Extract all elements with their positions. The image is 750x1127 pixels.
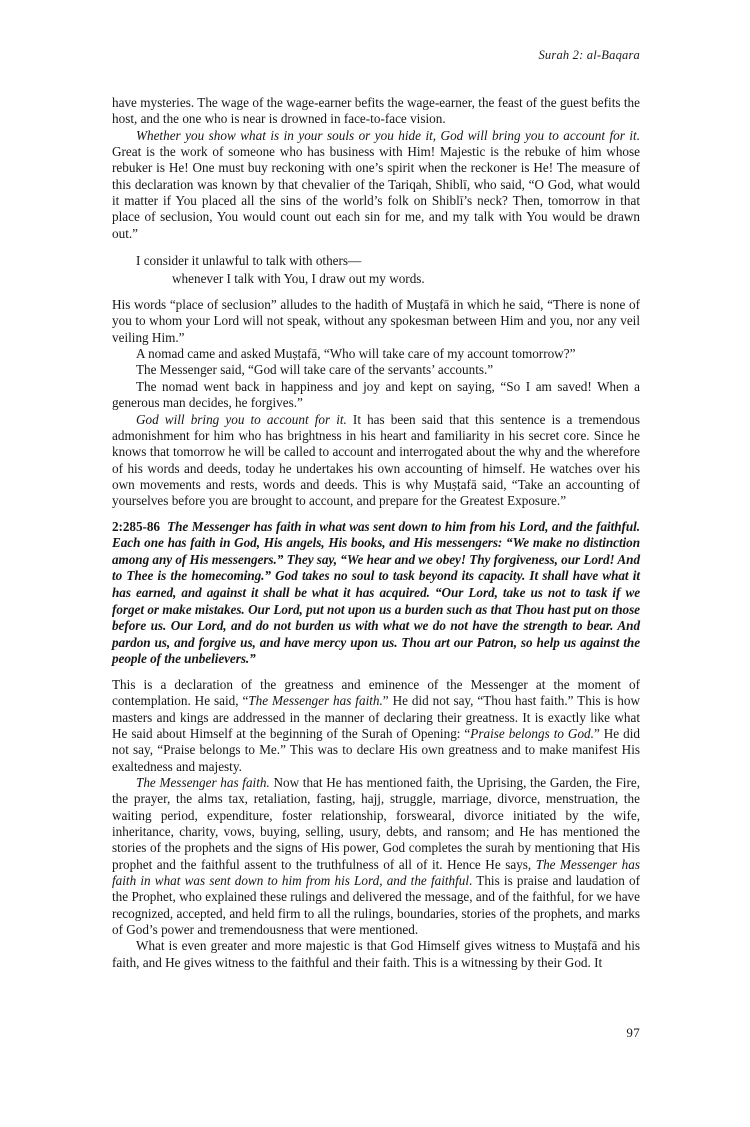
poem-line-2: whenever I talk with You, I draw out my words.	[172, 270, 425, 286]
paragraph-self-accounting	[112, 412, 640, 510]
page-content	[112, 48, 640, 971]
paragraph-god-gives-witness: What is even greater and more majestic is that God Himself gives witness to Muṣṭafā and his faith, and He gives witness to the faithful and their faith. This is a witnessing by their God. It	[112, 938, 640, 970]
paragraph-place-of-seclusion: His words “place of seclusion” alludes to the hadith of Muṣṭafā in which he said, “There is none of you to whom your Lord will not speak, without any spokesman between Him and you, nor any veil veiling Him.”	[112, 297, 640, 345]
paragraph-messenger-said: The Messenger said, “God will take care of the servants’ accounts.”	[136, 362, 494, 378]
quran-phrase-inline: Praise belongs to God.	[470, 725, 594, 741]
quran-phrase-inline: God will bring you to account for it.	[136, 411, 347, 427]
paragraph-declaration-of-greatness	[112, 677, 640, 775]
page-number: 97	[626, 1025, 640, 1040]
paragraph-nomad-question: A nomad came and asked Muṣṭafā, “Who will take care of my account tomorrow?”	[136, 346, 576, 362]
paragraph-text: have mysteries. The wage of the wage-earner befits the wage-earner, the feast of the guest befits the host, and the one who is near is drowned in face-to-face vision.	[112, 95, 640, 127]
paragraph-messenger-has-faith	[112, 775, 640, 938]
paragraph-text: Great is the work of someone who has business with Him! Majestic is the rebuke of him whose rebuker is He! One must buy reckoning with one’s spirit when the reckoner is He! The measure of this declaration was known by that chevalier of the Tariqah, Shiblī, who said, “O God, what would it matter if You placed all the sins of the world’s folk on Shiblī’s neck? Then, tomorrow in that place of seclusion, You would count out each sin for me, and my talk with You would be drawn out.”	[112, 144, 640, 241]
paragraph-account-for-it	[112, 128, 640, 242]
quran-phrase-inline: The Messenger has faith.	[136, 774, 270, 790]
paragraph-text: This is a declaration of the greatness and eminence of the Messenger at the moment of contemplation. He said, “	[112, 676, 640, 709]
paragraph-carryover	[112, 95, 640, 128]
poem-block	[112, 252, 640, 287]
poem-line-1: I consider it unlawful to talk with others—	[136, 253, 362, 269]
quran-phrase-inline: The Messenger has faith.	[248, 693, 383, 709]
paragraph-text: Now that He has mentioned faith, the Uprising, the Garden, the Fire, the prayer, the alms tax, retaliation, fasting, hajj, struggle, marriage, divorce, menstruation, the waiting period, expenditure, foster relationship, forswearal, divorce initiated by the wife, inheritance, charity, vows, buying, selling, usury, debts, and ransom; and He has mentioned the stories of the prophets and the signs of His power, God completes the surah by mentioning that His prophet and the faithful assent to the truthfulness of all of it. Hence He says,	[112, 774, 640, 872]
paragraph-text: It has been said that this sentence is a tremendous admonishment for him who has brightness in his heart and familiarity in his secret core. Since he knows that tomorrow he will be called to account and interrogated about the why and the wherefore of his words and deeds, today he undertakes his own accounting of himself. He watches over his own movements and rests, words and deeds. This is why Muṣṭafā said, “Take an accounting of yourselves before you are brought to account, and prepare for the Greatest Exposure.”	[112, 411, 640, 509]
paragraph-text: ” He did not say, “Thou hast faith.” This is how masters and kings are addressed in the manner of declaring their greatness. It is exactly like what He said about Himself at the beginning of the Surah of Opening: “	[112, 693, 640, 741]
paragraph-text: . This is praise and laudation of the Prophet, who explained these rulings and delivered the message, and of the faithful, for we have recognized, accepted, and held firm to all the rulings, boundaries, stories of the prophets, and marks of God’s power and tremendousness that were mentioned.	[112, 873, 640, 938]
quran-phrase-inline: Whether you show what is in your souls or you hide it, God will bring you to account for it.	[136, 127, 640, 143]
verse-text: The Messenger has faith in what was sent down to him from his Lord, and the faithful. Each one has faith in God, His angels, His books, and His messengers: “We make no distinction among any of His messengers.” They say, “We hear and we obey! Thy forgiveness, our Lord! And to Thee is the homecoming.” God takes no soul to task beyond its capacity. It shall have what it has earned, and against it shall be what it has acquired. “Our Lord, take us not to task if we forget or make mistakes. Our Lord, put not upon us a burden such as that Thou hast put on those before us. Our Lord, and do not burden us with what we do not have the strength to bear. And pardon us, and forgive us, and have mercy upon us. Thou art our Patron, so help us against the people of the unbelievers.”	[112, 518, 640, 667]
quran-verse-block	[112, 519, 640, 668]
paragraph-text: ” He did not say, “Praise belongs to Me.” This was to declare His own greatness and to make manifest His exaltedness and majesty.	[112, 725, 640, 774]
running-head: Surah 2: al-Baqara	[538, 48, 640, 62]
quran-phrase-inline: The Messenger has faith in what was sent down to him from his Lord, and the faithful	[112, 856, 641, 889]
paragraph-nomad-returned: The nomad went back in happiness and joy and kept on saying, “So I am saved! When a generous man decides, he forgives.”	[112, 378, 640, 411]
verse-reference: 2:285-86	[112, 518, 160, 534]
